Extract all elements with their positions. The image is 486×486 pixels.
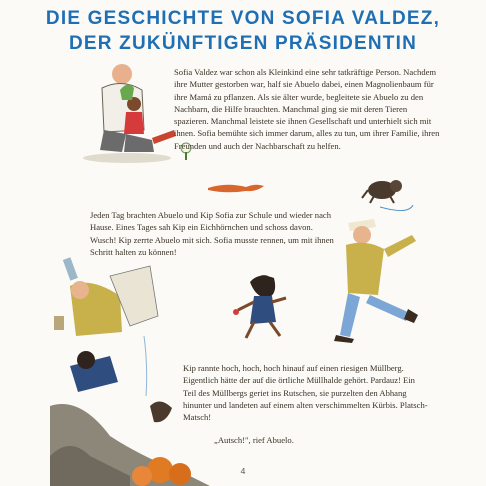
abuelo-running-illustration — [318, 205, 438, 345]
story-paragraph-2: Jeden Tag brachten Abuelo und Kip Sofia zur Schule und wieder nach Hause. Eines Tages sah Kip ein Eichhörnchen und schoss davon. Wusch! Kip zerrte Abuelo mit sich. Sofia musste rennen, um mit ihnen Schritt halten zu können! — [90, 210, 334, 257]
squirrel-illustration — [206, 178, 266, 196]
sofia-running-illustration — [228, 272, 292, 344]
page-number: 4 — [240, 466, 246, 476]
dog-kip-illustration — [360, 176, 406, 204]
story-paragraph-1: Sofia Valdez war schon als Kleinkind eine sehr tatkräftige Person. Nachdem ihre Mutter gestorben war, half sie Abuelo dabei, einen Magnolienbaum für ihre Mamá zu pflanzen. Als sie älter wurde, begleitete sie Abuelo zu den Nachbarn, die Hilfe brauchten. Manchmal ging sie mit deren Tieren spazieren. Manchmal leistete sie ihnen Gesellschaft und unterhielt sich mit ihnen. Sofia bemühte sich immer darum, alles zu tun, um ihrer Familie, ihren Freunden und auch der Nachbarschaft zu helfen. — [174, 67, 440, 151]
story-paragraph-4: „Autsch!", rief Abuelo. — [214, 435, 294, 445]
page-title-line-1: DIE GESCHICHTE VON SOFIA VALDEZ, — [45, 8, 441, 29]
story-paragraph-3: Kip rannte hoch, hoch, hoch hinauf auf einen riesigen Müllberg. Eigentlich hätte der auf die örtliche Müllhalde gehört. Pardauz! Ein Teil des Müllbergs geriet ins Rutschen, sie purzelten den Abhang hinunter und landeten auf einem alten verschimmelten Kürbis. Platsch-Matsch! — [183, 363, 428, 423]
page-title-line-2: DER ZUKÜNFTIGEN PRÄSIDENTIN — [68, 33, 417, 54]
